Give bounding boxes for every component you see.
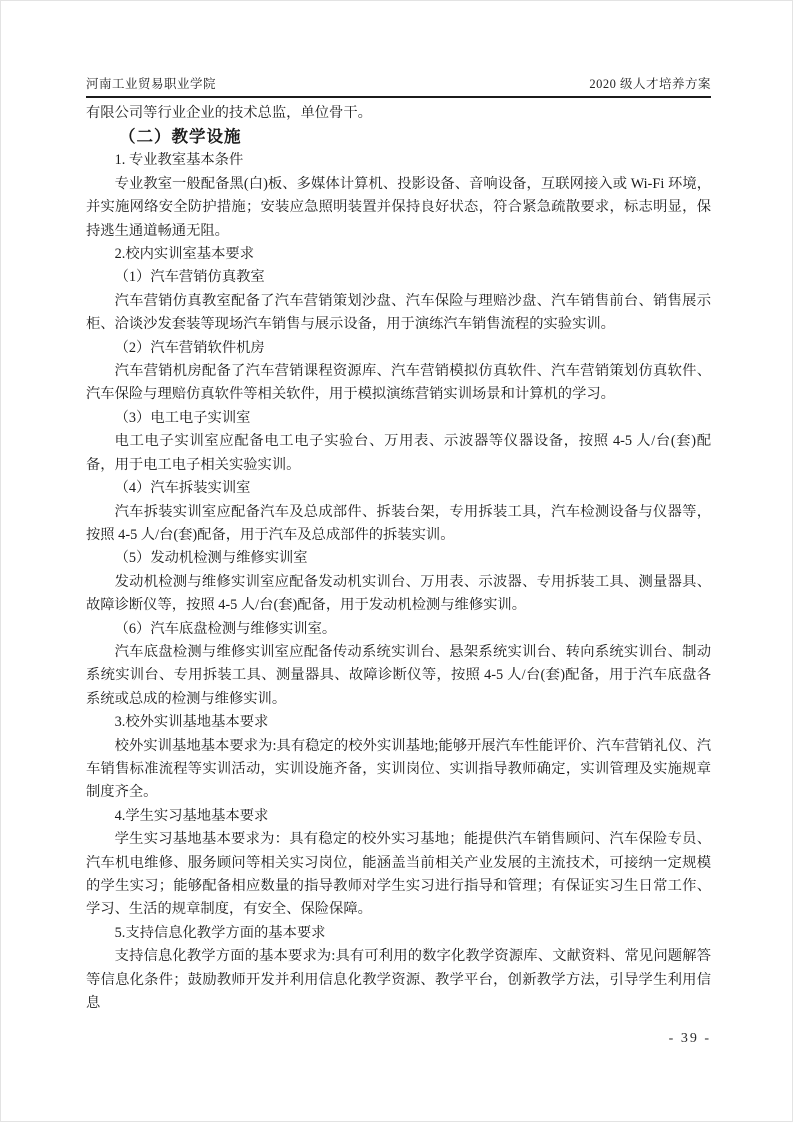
header-school-name: 河南工业贸易职业学院 — [86, 77, 217, 91]
item-line: （4）汽车拆装实训室 — [114, 480, 251, 497]
body-paragraph: 发动机检测与维修实训室应配备发动机实训台、万用表、示波器、专用拆装工具、测量器具、故障诊断仪等，按照 4-5 人/台(套)配备，用于发动机检测与维修实训。 — [86, 573, 711, 614]
item-line: （2）汽车营销软件机房 — [114, 339, 265, 356]
item-line: 1. 专业教室基本条件 — [114, 152, 244, 169]
item-line: （6）汽车底盘检测与维修实训室。 — [114, 620, 337, 637]
header-rule — [86, 96, 711, 98]
item-line: 5.支持信息化教学方面的基本要求 — [114, 924, 326, 941]
item-line: （3）电工电子实训室 — [114, 409, 251, 426]
item-line: （5）发动机检测与维修实训室 — [114, 550, 308, 567]
header-plan-title: 2020 级人才培养方案 — [589, 77, 711, 91]
item-line: 2.校内实训室基本要求 — [114, 246, 254, 263]
page-footer — [86, 1031, 711, 1047]
body-paragraph: 专业教室一般配备黑(白)板、多媒体计算机、投影设备、音响设备，互联网接入或 Wi-Fi 环境，并实施网络安全防护措施；安装应急照明装置并保持良好状态，符合紧急疏散要求，标志明显，保持逃生通道畅通无阻。 — [86, 175, 711, 239]
body-paragraph: 汽车营销机房配备了汽车营销课程资源库、汽车营销模拟仿真软件、汽车营销策划仿真软件、汽车保险与理赔仿真软件等相关软件，用于模拟演练营销实训场景和计算机的学习。 — [86, 363, 711, 403]
body-paragraph: 汽车营销仿真教室配备了汽车营销策划沙盘、汽车保险与理赔沙盘、汽车销售前台、销售展示柜、洽谈沙发套装等现场汽车销售与展示设备，用于演练汽车销售流程的实验实训。 — [86, 292, 711, 333]
body-paragraph: 汽车底盘检测与维修实训室应配备传动系统实训台、悬架系统实训台、转向系统实训台、制动系统实训台、专用拆装工具、测量器具、故障诊断仪等，按照 4-5 人/台(套)配备，用于汽车底盘各系统或总成的检测与维修实训。 — [86, 643, 711, 707]
body-paragraph: 校外实训基地基本要求为:具有稳定的校外实训基地;能够开展汽车性能评价、汽车营销礼仪、汽车销售标准流程等实训活动，实训设施齐备，实训岗位、实训指导教师确定，实训管理及实施规章制度齐全。 — [86, 737, 711, 801]
body-paragraph: 电工电子实训室应配备电工电子实验台、万用表、示波器等仪器设备，按照 4-5 人/台(套)配备，用于电工电子相关实验实训。 — [86, 433, 711, 473]
item-line: （1）汽车营销仿真教室 — [114, 269, 265, 286]
item-line: 3.校外实训基地基本要求 — [114, 714, 269, 731]
body-paragraph: 支持信息化教学方面的基本要求为:具有可利用的数字化教学资源库、文献资料、常见问题解答等信息化条件；鼓励教师开发并利用信息化教学资源、教学平台，创新教学方法，引导学生利用信息 — [86, 948, 711, 1012]
continuation-line: 有限公司等行业企业的技术总监，单位骨干。 — [86, 105, 372, 121]
page-number: - 39 - — [668, 1031, 711, 1046]
body-paragraph: 汽车拆装实训室应配备汽车及总成部件、拆装台架，专用拆装工具，汽车检测设备与仪器等，按照 4-5 人/台(套)配备，用于汽车及总成部件的拆装实训。 — [86, 503, 711, 543]
page-header — [86, 76, 711, 92]
item-line: 4.学生实习基地基本要求 — [114, 807, 269, 824]
body-paragraph: 学生实习基地基本要求为：具有稳定的校外实习基地；能提供汽车销售顾问、汽车保险专员、汽车机电维修、服务顾问等相关实习岗位，能涵盖当前相关产业发展的主流技术，可接纳一定规模的学生实习；能够配备相应数量的指导教师对学生实习进行指导和管理；有保证实习生日常工作、学习、生活的规章制度，有安全、保险保障。 — [86, 831, 711, 918]
section-heading: （二）教学设施 — [119, 127, 242, 147]
document-body — [86, 102, 711, 1015]
